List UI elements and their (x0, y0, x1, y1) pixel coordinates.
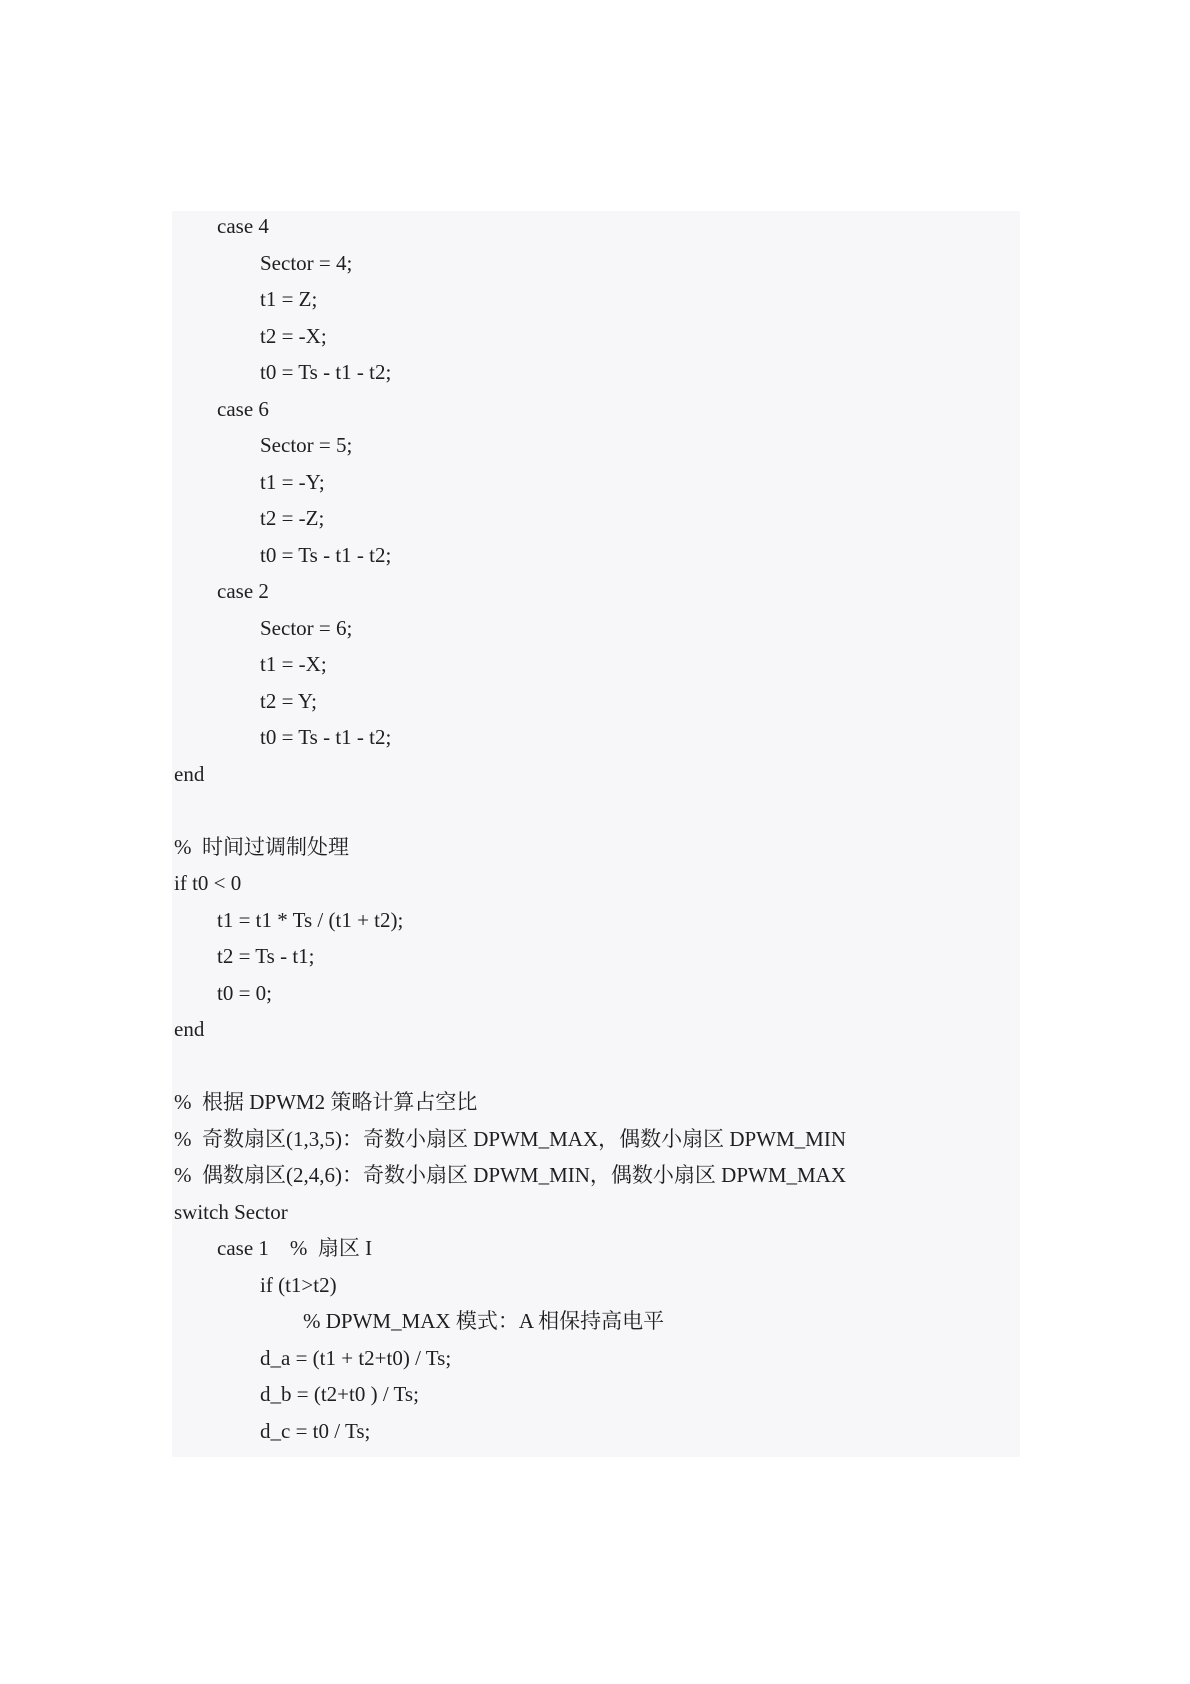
code-line: case 6 (217, 396, 269, 421)
code-line: if t0 < 0 (174, 871, 242, 895)
code-line: % DPWM_MAX 模式：A 相保持高电平 (303, 1309, 665, 1333)
code-line: Sector = 5; (260, 433, 353, 457)
code-line: d_b = (t2+t0 ) / Ts; (260, 1382, 419, 1406)
code-line: % 根据 DPWM2 策略计算占空比 (174, 1090, 478, 1114)
code-line: % 时间过调制处理 (174, 834, 349, 859)
code-line: t1 = -X; (260, 652, 327, 676)
code-line: t1 = Z; (260, 287, 318, 311)
code-line: t2 = Ts - t1; (217, 944, 315, 968)
code-line: t0 = Ts - t1 - t2; (260, 542, 392, 567)
code-line: t0 = 0; (217, 980, 273, 1005)
code-line: t2 = -X; (260, 323, 327, 348)
code-line: end (174, 1017, 205, 1041)
code-line: if (t1>t2) (260, 1272, 337, 1297)
code-line: t0 = Ts - t1 - t2; (260, 360, 392, 384)
code-line: switch Sector (174, 1199, 288, 1224)
code-line: d_c = t0 / Ts; (260, 1418, 371, 1443)
code-block (172, 211, 1020, 1457)
code-line: t1 = -Y; (260, 469, 325, 494)
code-line: end (174, 761, 205, 786)
code-line: t2 = -Z; (260, 506, 325, 530)
code-line: case 4 (217, 214, 269, 238)
code-line: t2 = Y; (260, 688, 317, 713)
code-line: Sector = 4; (260, 250, 353, 275)
code-line: t1 = t1 * Ts / (t1 + t2); (217, 907, 404, 932)
code-line: case 2 (217, 579, 269, 603)
code-line: d_a = (t1 + t2+t0) / Ts; (260, 1345, 452, 1370)
code-line: Sector = 6; (260, 615, 353, 640)
code-line: t0 = Ts - t1 - t2; (260, 725, 392, 749)
code-line: % 偶数扇区(2,4,6)：奇数小扇区 DPWM_MIN，偶数小扇区 DPWM_MAX (174, 1163, 846, 1187)
code-line: case 1 % 扇区 I (217, 1236, 373, 1260)
code-line: % 奇数扇区(1,3,5)：奇数小扇区 DPWM_MAX，偶数小扇区 DPWM_MIN (174, 1126, 846, 1151)
